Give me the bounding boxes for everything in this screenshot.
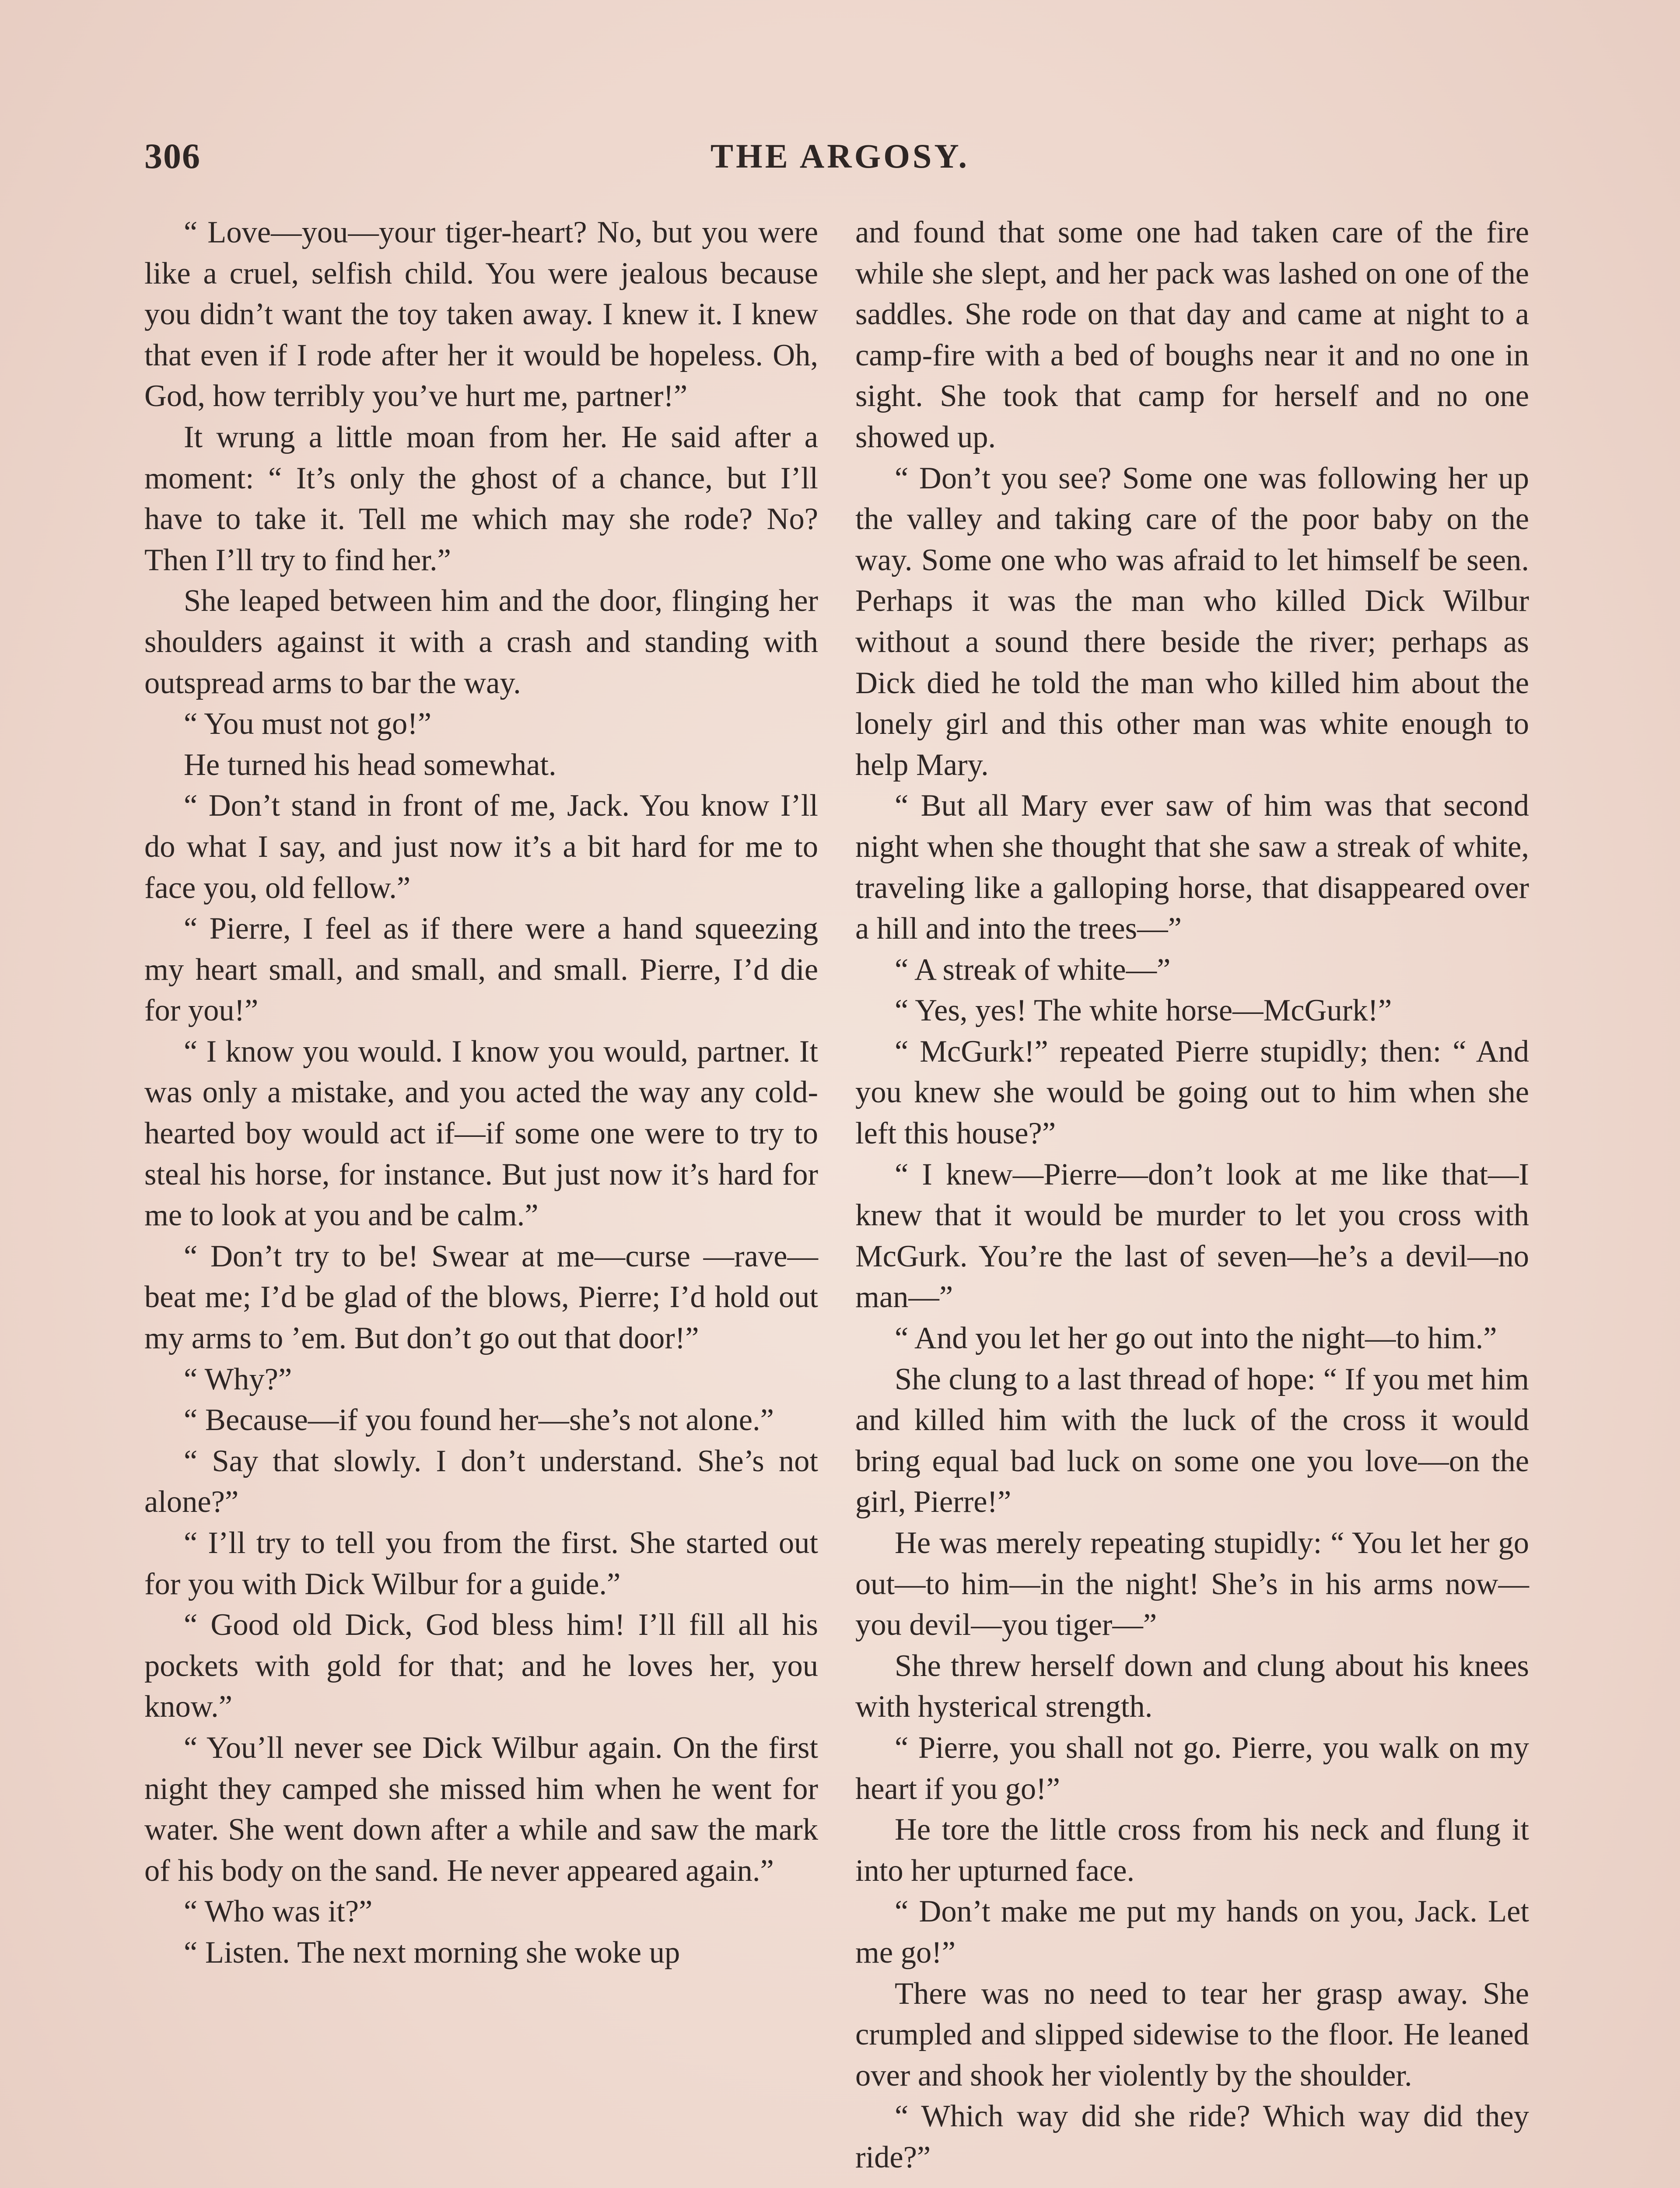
right-text-column: [855, 212, 1529, 2178]
paragraph: “ Because—if you found her—she’s not alone.”: [184, 1403, 774, 1438]
paragraph: “ Don’t you see? Some one was following her up the valley and taking care of the poor baby on the way. Some one who was afraid to let himself be seen. Perhaps it was the man who killed Dick Wilbur without a sound there beside the river; perhaps as Dick died he told the man who killed him about the lonely girl and this other man was white enough to help Mary.: [855, 461, 1529, 782]
paragraph: There was no need to tear her grasp away. She crumpled and slipped sidewise to the floor. He leaned over and shook her violently by the shoulder.: [855, 1976, 1529, 2093]
paragraph: “ Who was it?”: [184, 1894, 373, 1929]
paragraph: “ A streak of white—”: [895, 952, 1171, 987]
page-number: 306: [144, 136, 201, 176]
paragraph: “ Say that slowly. I don’t understand. She’s not alone?”: [144, 1444, 818, 1519]
paragraph: “ Listen. The next morning she woke up: [184, 1935, 680, 1970]
paragraph: “ Which way did she ride? Which way did they ride?”: [855, 2099, 1529, 2174]
paragraph: She threw herself down and clung about his knees with hysterical strength.: [855, 1648, 1529, 1724]
paragraph: He turned his head somewhat.: [184, 747, 556, 782]
paragraph: “ Don’t make me put my hands on you, Jack. Let me go!”: [855, 1894, 1529, 1970]
paragraph: “ Don’t try to be! Swear at me—curse —rave—beat me; I’d be glad of the blows, Pierre; I’d hold out my arms to ’em. But don’t go out that door!”: [144, 1239, 818, 1356]
paragraph: “ Don’t stand in front of me, Jack. You know I’ll do what I say, and just now it’s a bit hard for me to face you, old fellow.”: [144, 789, 818, 905]
paragraph: It wrung a little moan from her. He said after a moment: “ It’s only the ghost of a chance, but I’ll have to take it. Tell me which may she rode? No? Then I’ll try to find her.”: [144, 420, 818, 577]
paragraph: She leaped between him and the door, flinging her shoulders against it with a crash and standing with outspread arms to bar the way.: [144, 584, 818, 700]
paragraph: “ You must not go!”: [184, 707, 431, 741]
left-text-column: [144, 212, 818, 1974]
paragraph: “ I knew—Pierre—don’t look at me like that—I knew that it would be murder to let you cross with McGurk. You’re the last of seven—he’s a devil—no man—”: [855, 1157, 1529, 1315]
page-header: [144, 128, 1536, 185]
paragraph: “ And you let her go out into the night—to him.”: [895, 1321, 1497, 1356]
paragraph: “ Pierre, you shall not go. Pierre, you walk on my heart if you go!”: [855, 1730, 1529, 1806]
paragraph: “ You’ll never see Dick Wilbur again. On the first night they camped she missed him when he went for water. She went down after a while and saw the mark of his body on the sand. He never appeared again.”: [144, 1730, 818, 1888]
paragraph: “ Good old Dick, God bless him! I’ll fill all his pockets with gold for that; and he loves her, you know.”: [144, 1608, 818, 1724]
paragraph: “ McGurk!” repeated Pierre stupidly; then: “ And you knew she would be going out to him when she left this house?”: [855, 1034, 1529, 1151]
paragraph: He tore the little cross from his neck and flung it into her upturned face.: [855, 1813, 1529, 1888]
paragraph: “ Yes, yes! The white horse—McGurk!”: [895, 993, 1392, 1028]
paragraph: “ Love—you—your tiger-heart? No, but you were like a cruel, selfish child. You were jealous because you didn’t want the toy taken away. I knew it. I knew that even if I rode after her it would be hopeless. Oh, God, how terribly you’ve hurt me, partner!”: [144, 215, 818, 414]
paragraph: “ I’ll try to tell you from the first. She started out for you with Dick Wilbur for a guide.”: [144, 1526, 818, 1601]
paragraph: She clung to a last thread of hope: “ If you met him and killed him with the luck of the cross it would bring equal bad luck on some one you love—on the girl, Pierre!”: [855, 1362, 1529, 1519]
paragraph: and found that some one had taken care of the fire while she slept, and her pack was lashed on one of the saddles. She rode on that day and came at night to a camp-fire with a bed of boughs near it and no one in sight. She took that camp for herself and no one showed up.: [855, 215, 1529, 454]
paragraph: “ I know you would. I know you would, partner. It was only a mistake, and you acted the way any cold-hearted boy would act if—if some one were to try to steal his horse, for instance. But just now it’s hard for me to look at you and be calm.”: [144, 1034, 818, 1233]
running-head: THE ARGOSY.: [710, 137, 970, 175]
paragraph: “ But all Mary ever saw of him was that second night when she thought that she saw a streak of white, traveling like a galloping horse, that disappeared over a hill and into the trees—”: [855, 789, 1529, 946]
paragraph: “ Why?”: [184, 1362, 292, 1396]
paragraph: He was merely repeating stupidly: “ You let her go out—to him—in the night! She’s in his arms now—you devil—you tiger—”: [855, 1526, 1529, 1642]
paragraph: “ Pierre, I feel as if there were a hand squeezing my heart small, and small, and small. Pierre, I’d die for you!”: [144, 912, 818, 1028]
